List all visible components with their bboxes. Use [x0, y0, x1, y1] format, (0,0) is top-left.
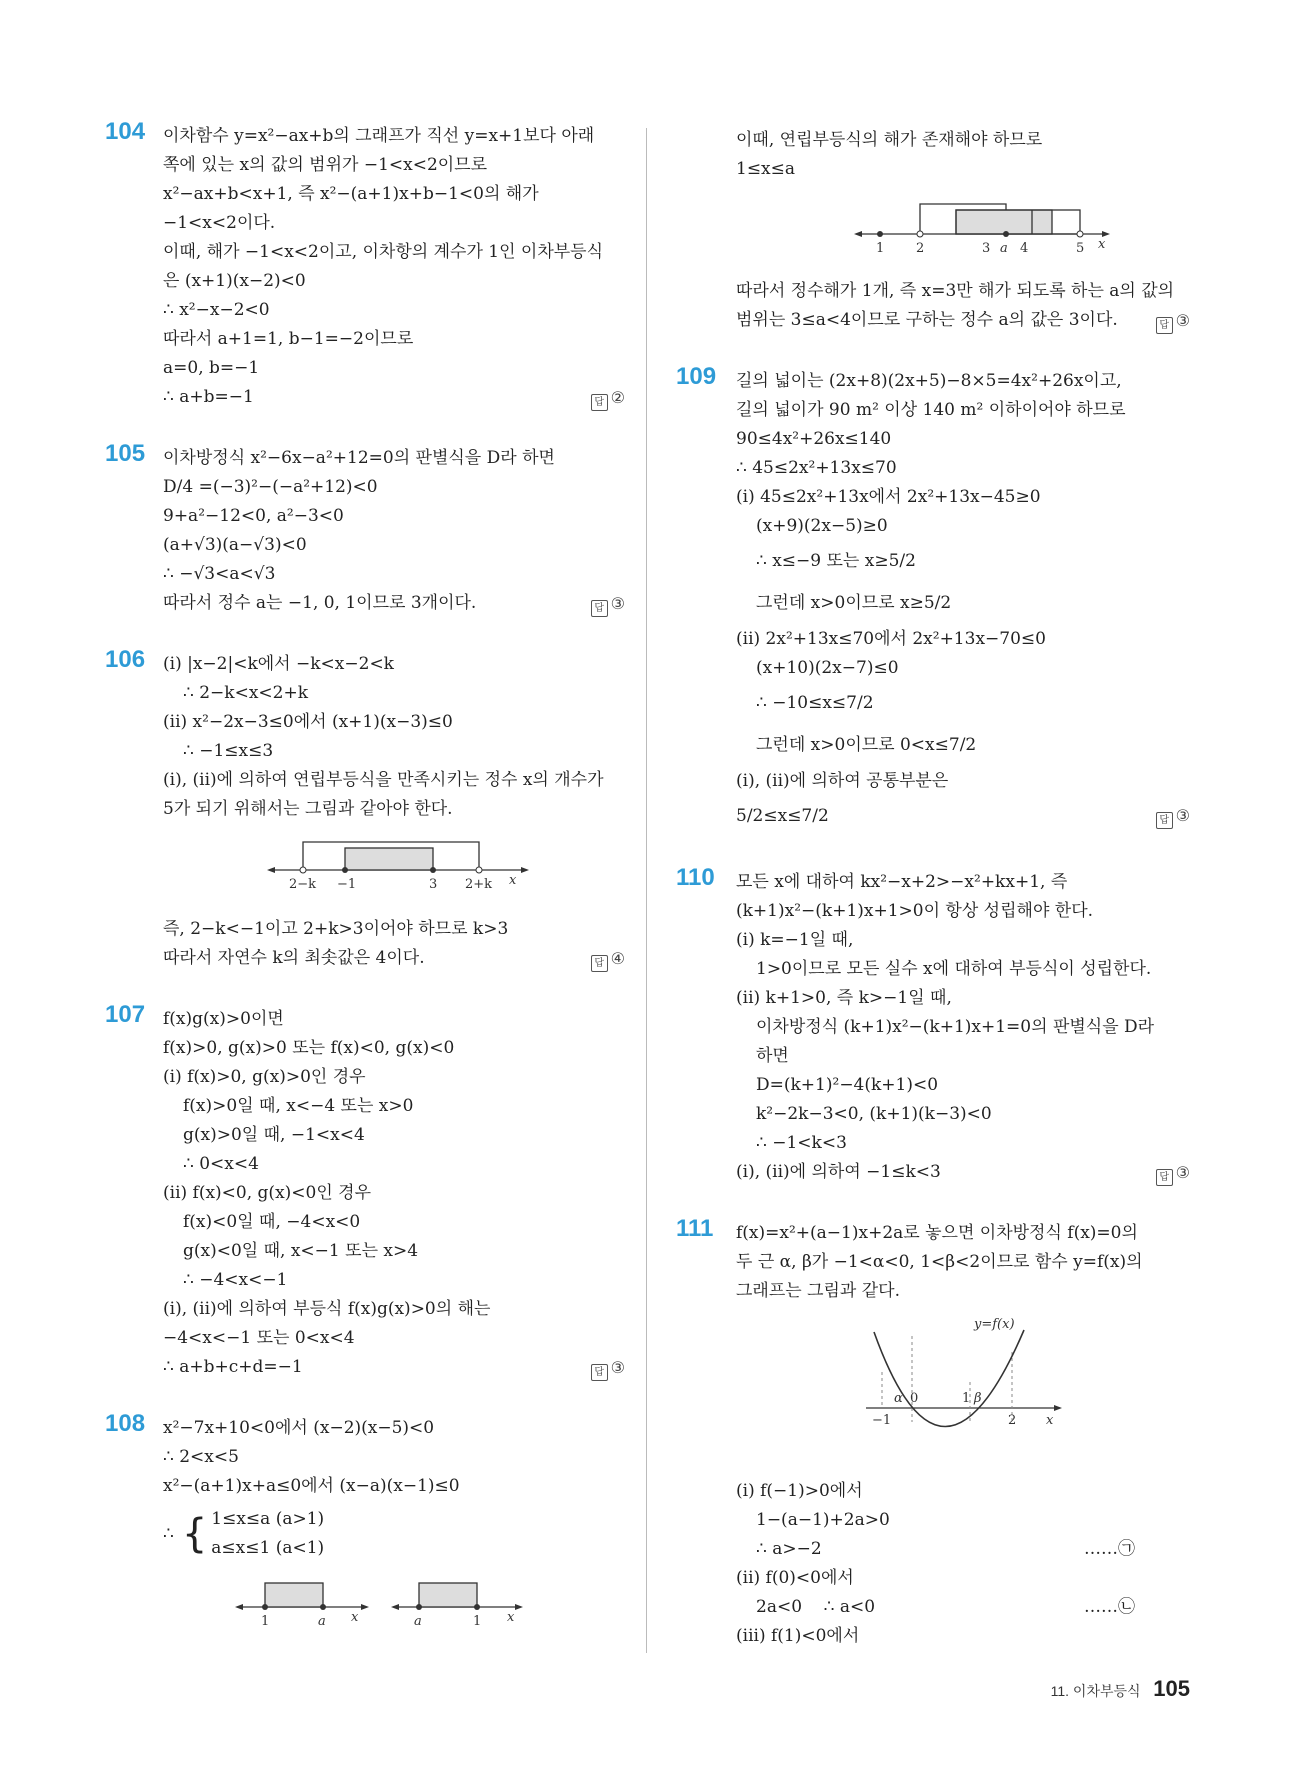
answer-value: ③	[1175, 311, 1190, 330]
answer-value: ③	[1175, 1163, 1190, 1182]
tick-label: −1	[337, 877, 357, 892]
tick-label: α	[894, 1391, 903, 1406]
line: 이때, 해가 −1<x<2이고, 이차항의 계수가 1인 이차부등식	[163, 242, 604, 262]
answer-icon: 답	[1156, 812, 1173, 829]
line: ∴ x²−x−2<0	[163, 300, 270, 320]
problem-number: 108	[105, 1410, 146, 1437]
line: g(x)<0일 때, x<−1 또는 x>4	[183, 1241, 419, 1261]
line: f(x)<0일 때, −4<x<0	[183, 1212, 361, 1232]
problem-number: 105	[105, 440, 146, 467]
line: (x+9)(2x−5)≥0	[756, 516, 888, 536]
axis-label: x	[351, 1610, 359, 1625]
tick-label: 1	[962, 1391, 971, 1406]
number-line-figure	[163, 830, 623, 900]
line: 하면	[756, 1046, 789, 1066]
line: 1−(a−1)+2a>0	[756, 1510, 890, 1530]
line: ∴ −1≤x≤3	[183, 741, 274, 761]
line: 이때, 연립부등식의 해가 존재해야 하므로	[736, 130, 1043, 150]
line: 즉, 2−k<−1이고 2+k>3이어야 하므로 k>3	[163, 919, 509, 939]
line: 길의 넓이는 (2x+8)(2x+5)−8×5=4x²+26x이고,	[736, 371, 1122, 391]
case-brace	[163, 1505, 625, 1563]
problem-111	[676, 1215, 1190, 1651]
tick-label: 3	[429, 877, 438, 892]
line	[163, 383, 625, 412]
line: ∴ −10≤x≤7/2	[756, 693, 874, 713]
answer-badge	[1156, 306, 1190, 335]
tick-label: −1	[872, 1413, 892, 1428]
line	[163, 1353, 625, 1382]
line: x²−7x+10<0에서 (x−2)(x−5)<0	[163, 1418, 435, 1438]
answer-badge	[1156, 796, 1190, 836]
equation-mark: ……㉡	[1084, 1597, 1135, 1617]
line: 은 (x+1)(x−2)<0	[163, 271, 306, 291]
line: −1<x<2이다.	[163, 213, 276, 233]
axis-label: x	[507, 1610, 515, 1625]
line	[736, 1535, 1190, 1564]
tick-label: β	[974, 1391, 982, 1406]
tick-label: 3	[982, 241, 991, 256]
line-text: (i), (ii)에 의하여 −1≤k<3	[736, 1162, 941, 1182]
problem-104	[105, 118, 625, 412]
line: f(x)>0, g(x)>0 또는 f(x)<0, g(x)<0	[163, 1038, 455, 1058]
line: f(x)>0일 때, x<−4 또는 x>0	[183, 1096, 414, 1116]
therefore-symbol: ∴	[163, 1524, 174, 1544]
axis-label: x	[1098, 237, 1106, 252]
line: 1>0이므로 모든 실수 x에 대하여 부등식이 성립한다.	[756, 959, 1152, 979]
problem-108-continued	[690, 126, 1190, 335]
line: 이차방정식 x²−6x−a²+12=0의 판별식을 D라 하면	[163, 448, 555, 468]
problem-number: 109	[676, 363, 717, 390]
page-number: 105	[1153, 1676, 1190, 1701]
line: (a+√3)(a−√3)<0	[163, 535, 307, 555]
line: 그런데 x>0이므로 x≥5/2	[756, 593, 952, 613]
line: f(x)=x²+(a−1)x+2a로 놓으면 이차방정식 f(x)=0의	[736, 1223, 1138, 1243]
line: 모든 x에 대하여 kx²−x+2>−x²+kx+1, 즉	[736, 872, 1068, 892]
section-title: 11. 이차부등식	[1050, 1683, 1141, 1699]
line	[163, 944, 625, 973]
problem-number: 110	[676, 864, 715, 891]
answer-icon: 답	[591, 1364, 608, 1381]
line: (i), (ii)에 의하여 부등식 f(x)g(x)>0의 해는	[163, 1299, 491, 1319]
line: 1≤x≤a (a>1)	[211, 1509, 325, 1529]
line: 이차방정식 (k+1)x²−(k+1)x+1=0의 판별식을 D라	[756, 1017, 1155, 1037]
line: ∴ 2<x<5	[163, 1447, 239, 1467]
line	[736, 1593, 1190, 1622]
line: (ii) f(x)<0, g(x)<0인 경우	[163, 1183, 372, 1203]
line: ∴ 0<x<4	[183, 1154, 259, 1174]
line: x²−(a+1)x+a≤0에서 (x−a)(x−1)≤0	[163, 1476, 460, 1496]
line: a=0, b=−1	[163, 358, 260, 378]
tick-label: 0	[910, 1391, 919, 1406]
number-line-figure	[736, 190, 1166, 262]
line: ∴ 45≤2x²+13x≤70	[736, 458, 897, 478]
line-text: ∴ a+b=−1	[163, 387, 254, 407]
left-column	[105, 118, 625, 1666]
answer-badge	[591, 1353, 625, 1382]
answer-icon: 답	[1156, 317, 1173, 334]
line: f(x)g(x)>0이면	[163, 1009, 284, 1029]
line: (ii) k+1>0, 즉 k>−1일 때,	[736, 988, 952, 1008]
line: (i) f(−1)>0에서	[736, 1481, 863, 1501]
line: ∴ −4<x<−1	[183, 1270, 288, 1290]
line: D/4 =(−3)²−(−a²+12)<0	[163, 477, 378, 497]
tick-label: 1	[261, 1614, 270, 1629]
axis-label: x	[509, 873, 517, 888]
line: 그런데 x>0이므로 0<x≤7/2	[756, 735, 977, 755]
line-text: 따라서 자연수 k의 최솟값은 4이다.	[163, 948, 425, 968]
answer-badge	[591, 589, 625, 618]
line: 이차함수 y=x²−ax+b의 그래프가 직선 y=x+1보다 아래	[163, 126, 595, 146]
answer-badge	[591, 383, 625, 412]
line: ∴ −√3<a<√3	[163, 564, 276, 584]
tick-label: a	[318, 1614, 326, 1629]
answer-badge	[1156, 1158, 1190, 1187]
tick-label: 2−k	[289, 877, 317, 892]
problem-110	[676, 864, 1190, 1187]
line: (x+10)(2x−7)≤0	[756, 658, 899, 678]
line: k²−2k−3<0, (k+1)(k−3)<0	[756, 1104, 992, 1124]
line: ∴ −1<k<3	[756, 1133, 847, 1153]
line: 길의 넓이가 90 m² 이상 140 m² 이하이어야 하므로	[736, 400, 1126, 420]
line: (iii) f(1)<0에서	[736, 1626, 860, 1646]
line: (i), (ii)에 의하여 연립부등식을 만족시키는 정수 x의 개수가	[163, 770, 604, 790]
line-text: ∴ a+b+c+d=−1	[163, 1357, 303, 1377]
tick-label: a	[1000, 241, 1008, 256]
column-divider	[646, 128, 647, 1653]
tick-label: 2	[916, 241, 925, 256]
line: (ii) f(0)<0에서	[736, 1568, 854, 1588]
line: ∴ x≤−9 또는 x≥5/2	[756, 551, 916, 571]
problem-number: 111	[676, 1215, 714, 1242]
line: 90≤4x²+26x≤140	[736, 429, 892, 449]
answer-value: ③	[610, 1358, 625, 1377]
line: (i) f(x)>0, g(x)>0인 경우	[163, 1067, 366, 1087]
line: −4<x<−1 또는 0<x<4	[163, 1328, 355, 1348]
line: 1≤x≤a	[736, 159, 796, 179]
line: g(x)>0일 때, −1<x<4	[183, 1125, 365, 1145]
line: 그래프는 그림과 같다.	[736, 1281, 901, 1301]
line: 9+a²−12<0, a²−3<0	[163, 506, 344, 526]
axis-label: x	[1046, 1413, 1054, 1428]
line	[736, 306, 1190, 335]
line	[163, 589, 625, 618]
problem-105	[105, 440, 625, 618]
answer-icon: 답	[1156, 1169, 1173, 1186]
right-column	[676, 126, 1190, 1683]
answer-badge	[591, 944, 625, 973]
line: (ii) x²−2x−3≤0에서 (x+1)(x−3)≤0	[163, 712, 453, 732]
brace-icon: {	[181, 1511, 208, 1557]
tick-label: 2+k	[465, 877, 493, 892]
problem-107	[105, 1001, 625, 1382]
tick-label: 2	[1008, 1413, 1017, 1428]
tick-label: 1	[876, 241, 885, 256]
line: 따라서 a+1=1, b−1=−2이므로	[163, 329, 414, 349]
problem-number: 106	[105, 646, 146, 673]
line-text: 2a<0 ∴ a<0	[756, 1597, 876, 1617]
line: 5가 되기 위해서는 그림과 같아야 한다.	[163, 799, 453, 819]
line-text: 범위는 3≤a<4이므로 구하는 정수 a의 값은 3이다.	[736, 310, 1118, 330]
number-line-figure-pair	[163, 1569, 623, 1629]
page-footer	[1051, 1676, 1190, 1702]
line: D=(k+1)²−4(k+1)<0	[756, 1075, 939, 1095]
line: (i) 45≤2x²+13x에서 2x²+13x−45≥0	[736, 487, 1041, 507]
tick-label: 4	[1020, 241, 1029, 256]
equation-mark: ……㉠	[1084, 1539, 1135, 1559]
line: (ii) 2x²+13x≤70에서 2x²+13x−70≤0	[736, 629, 1046, 649]
tick-label: 1	[473, 1614, 482, 1629]
answer-icon: 답	[591, 955, 608, 972]
line: ∴ 2−k<x<2+k	[183, 683, 309, 703]
tick-label: 5	[1076, 241, 1085, 256]
problem-108	[105, 1410, 625, 1634]
problem-106	[105, 646, 625, 973]
line: 쪽에 있는 x의 값의 범위가 −1<x<2이므로	[163, 155, 488, 175]
line: (i) |x−2|<k에서 −k<x−2<k	[163, 654, 394, 674]
line-text: ∴ a>−2	[756, 1539, 822, 1559]
line: (i) k=−1일 때,	[736, 930, 854, 950]
problem-number: 107	[105, 1001, 146, 1028]
answer-icon: 답	[591, 600, 608, 617]
line-text: 따라서 정수 a는 −1, 0, 1이므로 3개이다.	[163, 593, 477, 613]
parabola-figure	[736, 1312, 1166, 1462]
line: a≤x≤1 (a<1)	[211, 1538, 325, 1558]
answer-value: ②	[610, 388, 625, 407]
curve-label: y=f(x)	[974, 1317, 1015, 1332]
answer-value: ④	[610, 949, 625, 968]
line	[736, 796, 1190, 836]
line: 두 근 α, β가 −1<α<0, 1<β<2이므로 함수 y=f(x)의	[736, 1252, 1143, 1272]
line-text: 5/2≤x≤7/2	[736, 806, 829, 826]
tick-label: a	[414, 1614, 422, 1629]
problem-109	[676, 363, 1190, 836]
line: (i), (ii)에 의하여 공통부분은	[736, 771, 949, 791]
problem-number: 104	[105, 118, 146, 145]
answer-value: ③	[610, 594, 625, 613]
line: x²−ax+b<x+1, 즉 x²−(a+1)x+b−1<0의 해가	[163, 184, 539, 204]
answer-value: ③	[1175, 806, 1190, 825]
line	[736, 1158, 1190, 1187]
line: 따라서 정수해가 1개, 즉 x=3만 해가 되도록 하는 a의 값의	[736, 281, 1175, 301]
answer-icon: 답	[591, 394, 608, 411]
line: (k+1)x²−(k+1)x+1>0이 항상 성립해야 한다.	[736, 901, 1094, 921]
